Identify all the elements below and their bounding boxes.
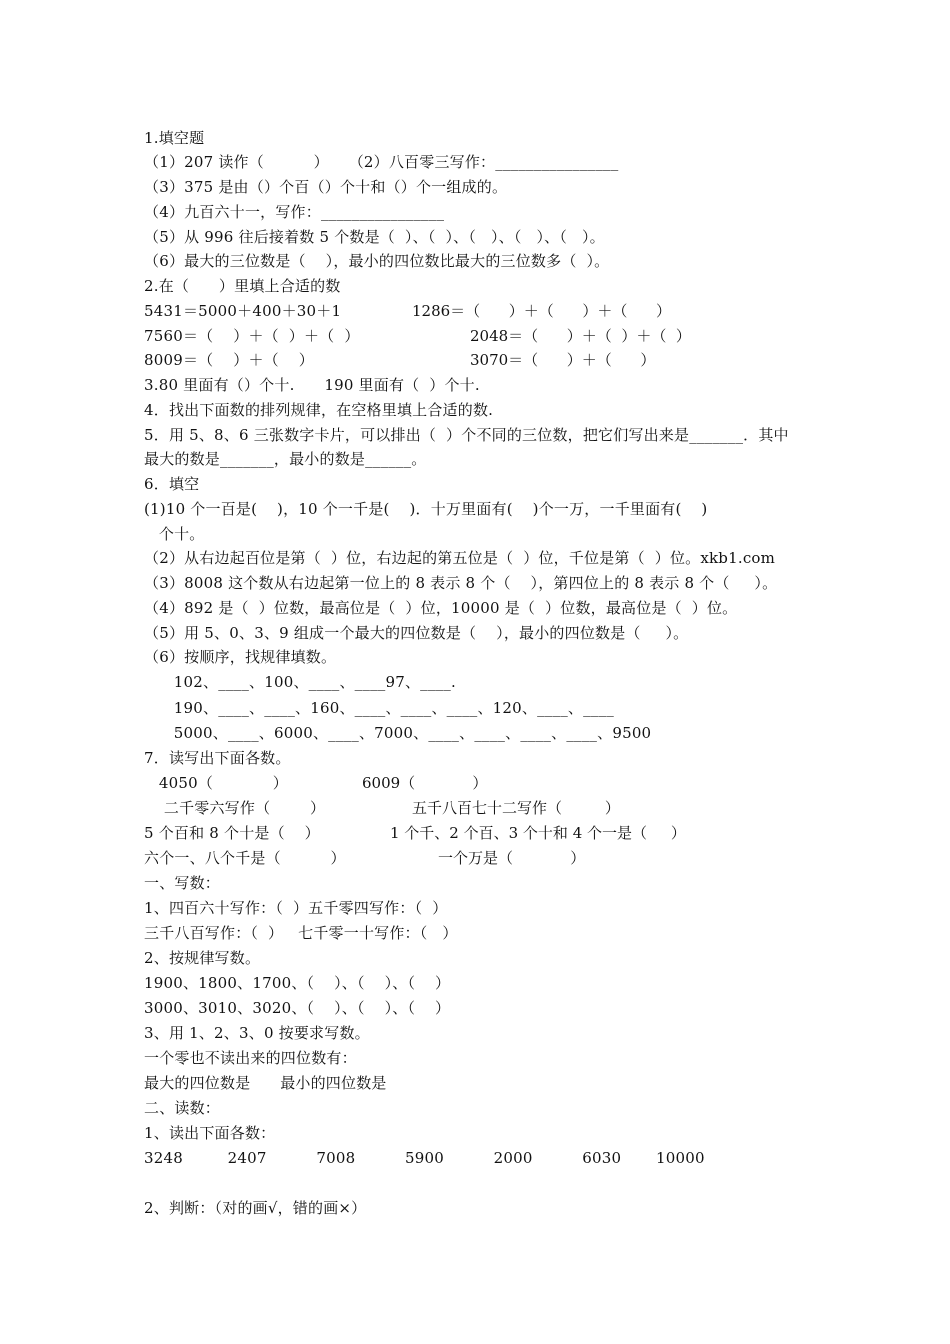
q7-row2-right: 五千八百七十二写作（ ） xyxy=(412,799,620,817)
q6-5: （5）用 5、0、3、9 组成一个最大的四位数是（ ），最小的四位数是（ ）。 xyxy=(144,624,689,642)
q7-row4-left: 六个一、八个千是（ ） xyxy=(144,849,346,867)
q7-row3-right: 1 个千、2 个百、3 个十和 4 个一是（ ） xyxy=(390,824,686,842)
p1-q1: 1、四百六十写作：（ ）五千零四写作：（ ） xyxy=(144,899,448,917)
p2-q1: 1、读出下面各数： xyxy=(144,1124,276,1142)
q6-6-seq3: 5000、____、6000、____、7000、____、____、____、____、9500 xyxy=(144,724,652,742)
q2-row2-left: 7560＝（ ）＋（ ）＋（ ） xyxy=(144,327,360,345)
q6-2: （2）从右边起百位是第（ ）位，右边起的第五位是（ ）位，千位是第（ ）位。xkb1.com xyxy=(144,549,776,567)
p2-q1-numbers: 3248 2407 7008 5900 2000 6030 10000 xyxy=(144,1149,705,1167)
section-2-title: 2.在（ ）里填上合适的数 xyxy=(144,277,341,295)
q7-row3-left: 5 个百和 8 个十是（ ） xyxy=(144,824,320,842)
q6-4: （4）892 是（ ）位数，最高位是（ ）位，10000 是（ ）位数，最高位是（ ）位。 xyxy=(144,599,738,617)
q2-row3-right: 3070＝（ ）＋（ ） xyxy=(470,351,656,369)
q1-3: （3）375 是由（）个百（）个十和（）个一组成的。 xyxy=(144,178,508,196)
q1-5: （5）从 996 往后接着数 5 个数是（ ）、（ ）、（ ）、（ ）、（ ）。 xyxy=(144,228,605,246)
q6-6-seq1: 102、____、100、____、____97、____. xyxy=(144,673,456,691)
section-6-title: 6．填空 xyxy=(144,475,200,493)
p1-q3-line1: 一个零也不读出来的四位数有： xyxy=(144,1049,357,1067)
q1-4: （4）九百六十一，写作：________________ xyxy=(144,203,445,221)
p1-q2-seq1: 1900、1800、1700、（ ）、（ ）、（ ） xyxy=(144,974,451,992)
q2-row1-left: 5431＝5000＋400＋30＋1 xyxy=(144,302,342,320)
q7-row4-right: 一个万是（ ） xyxy=(438,849,586,867)
p1-q2: 2、按规律写数。 xyxy=(144,949,261,967)
p1-q2-seq2: 3000、3010、3020、（ ）、（ ）、（ ） xyxy=(144,999,451,1017)
section-3: 3.80 里面有（）个十. 190 里面有（ ）个十. xyxy=(144,376,480,394)
q6-6-seq2: 190、____、____、160、____、____、____、120、____、____ xyxy=(144,699,614,717)
section-1-title: 1.填空题 xyxy=(144,129,205,147)
section-7-title: 7．读写出下面各数。 xyxy=(144,749,291,767)
q1-6: （6）最大的三位数是（ ），最小的四位数比最大的三位数多（ ）。 xyxy=(144,252,610,270)
p2-q2: 2、判断：（对的画√，错的画×） xyxy=(144,1199,367,1217)
p1-q3-line2: 最大的四位数是 最小的四位数是 xyxy=(144,1074,387,1092)
q6-1-line1: (1)10 个一百是( )，10 个一千是( )．十万里面有( )个一万，一千里面有( ) xyxy=(144,500,708,518)
p1-q1-line2: 三千八百写作：（ ） 七千零一十写作：（ ） xyxy=(144,924,458,942)
section-5-line1: 5．用 5、8、6 三张数字卡片，可以排出（ ）个不同的三位数，把它们写出来是_______．其中 xyxy=(144,426,789,444)
q6-1-line2: 个十。 xyxy=(144,525,205,543)
q7-row1-right: 6009（ ） xyxy=(362,774,488,792)
q7-row1-left: 4050（ ） xyxy=(144,774,288,792)
q6-6: （6）按顺序，找规律填数。 xyxy=(144,648,337,666)
part-1-title: 一、写数： xyxy=(144,874,221,892)
q6-3: （3）8008 这个数从右边起第一位上的 8 表示 8 个（ ），第四位上的 8 表示 8 个（ ）。 xyxy=(144,574,778,592)
p1-q3: 3、用 1、2、3、0 按要求写数。 xyxy=(144,1024,370,1042)
q7-row2-left: 二千零六写作（ ） xyxy=(144,799,326,817)
q2-row2-right: 2048＝（ ）＋（ ）＋（ ） xyxy=(470,327,691,345)
part-2-title: 二、读数： xyxy=(144,1099,221,1117)
q2-row3-left: 8009＝（ ）＋（ ） xyxy=(144,351,314,369)
section-4: 4．找出下面数的排列规律，在空格里填上合适的数. xyxy=(144,401,494,419)
q1-1: （1）207 读作（ ） （2）八百零三写作：________________ xyxy=(144,153,619,171)
section-5-line2: 最大的数是_______，最小的数是______。 xyxy=(144,450,427,468)
q2-row1-right: 1286＝（ ）＋（ ）＋（ ） xyxy=(412,302,671,320)
